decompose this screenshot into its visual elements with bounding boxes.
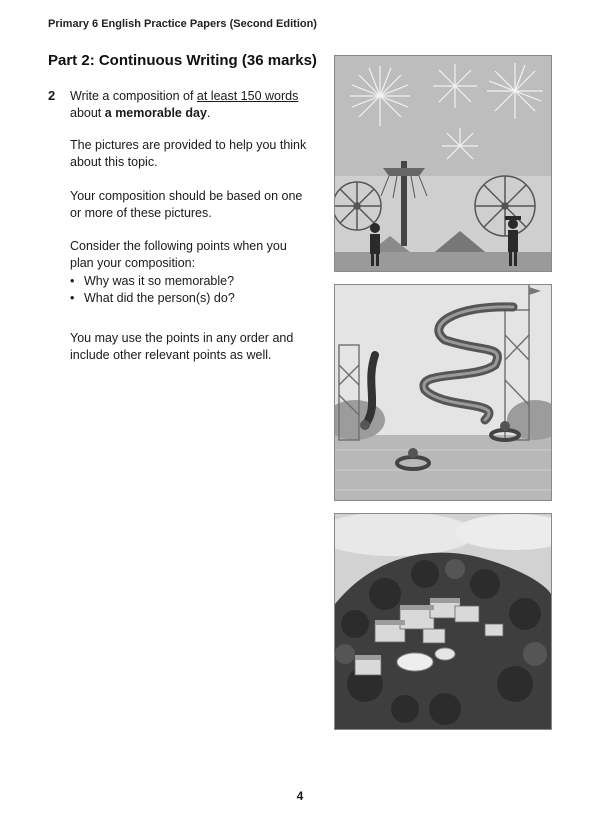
prompt-end: .	[206, 106, 211, 120]
based-text: Your composition should be based on one or more of these pictures.	[70, 189, 303, 220]
question-prompt	[70, 88, 310, 122]
points-list	[70, 273, 310, 307]
water-slide-picture	[334, 284, 552, 501]
order-text: You may use the points in any order and include other relevant points as well.	[70, 331, 294, 362]
section-title: Part 2: Continuous Writing (36 marks)	[48, 52, 317, 69]
help-text: The pictures are provided to help you think about this topic.	[70, 138, 307, 169]
question-number: 2	[48, 88, 56, 103]
prompt-start: Write a composition of	[70, 89, 197, 103]
running-header: Primary 6 English Practice Papers (Second Edition)	[48, 18, 317, 30]
page-number: 4	[296, 789, 304, 803]
prompt-word-limit: at least 150 words	[196, 89, 299, 103]
consider-text: Consider the following points when you plan your composition:	[70, 239, 287, 270]
prompt-topic: a memorable day	[104, 106, 207, 120]
funfair-fireworks-picture	[334, 55, 552, 272]
hilltop-resort-picture	[334, 513, 552, 730]
point-item: • Why was it so memorable?	[70, 273, 310, 290]
point-item: • What did the person(s) do?	[70, 290, 310, 307]
prompt-middle: about	[70, 106, 105, 120]
